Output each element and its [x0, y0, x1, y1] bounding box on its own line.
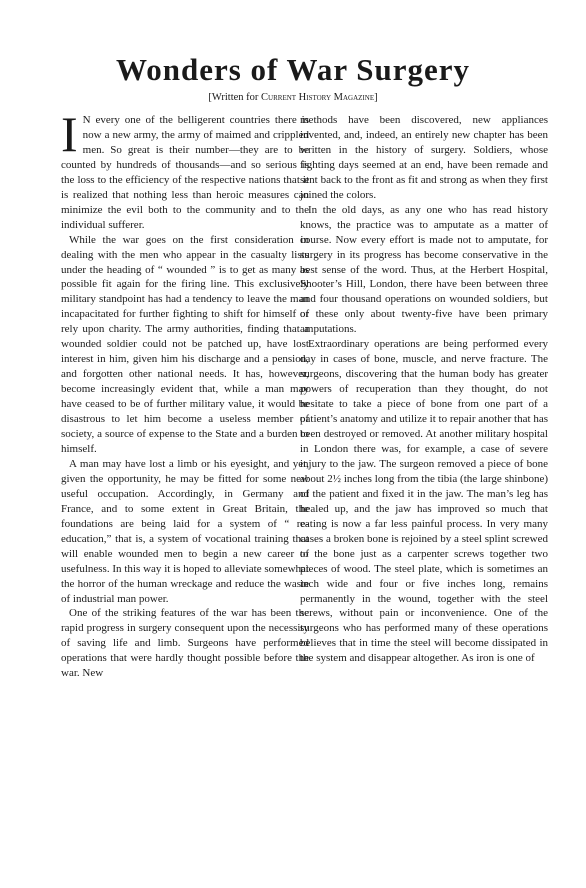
byline-open: [Written for — [208, 92, 262, 103]
paragraph: While the war goes on the first consideration in dealing with the men who appear in the casualty lists under the heading of “ wounded ” is to get as many as possible fit again for the firing line. This exclusively military standpoint has had a tendency to leave the man incapacitated for further fighting to shift for himself or rely upon charity. The army authorities, finding that a wounded soldier could not be patched up, have lost interest in him, given him his discharge and a pension, and forgotten other national needs. It has, however, become increasingly evident that, while a man may have ceased to be of further military value, it would be disastrous to let him become a useless member of society, a source of expense to the State and a burden to himself. — [61, 233, 309, 455]
paragraph-text: N every one of the belligerent countries there is now a new army, the army of maimed and crippled men. So great is their number—they are to be counted by hundreds of thousands—and so serious is the loss to the efficiency of the respective nations that it is realized that nothing less than heroic measures can minimize the evil both to the community and to the individual sufferer. — [61, 114, 309, 231]
right-column — [300, 113, 548, 666]
byline-magazine-name: Current History Magazine — [261, 92, 375, 103]
paragraph: In the old days, as any one who has read history knows, the practice was to amputate as a matter of course. Now every effort is made not to amputate, for surgery in its progress has become conservative in the best sense of the word. Thus, at the Herbert Hospital, Shooter’s Hill, London, there have been between three and four thousand operations on wounded soldiers, but of these only about twenty-five have been primary amputations. — [300, 203, 548, 336]
drop-cap: I — [61, 106, 78, 162]
paragraph: methods have been discovered, new appliances invented, and, indeed, an entirely new chapter has been written in the history of surgery. Soldiers, whose fighting days seemed at an end, have been remade and sent back to the front as fit and strong as when they first joined the colors. — [300, 114, 548, 201]
paragraph — [61, 106, 309, 233]
article-byline — [0, 92, 586, 103]
paragraph: Extraordinary operations are being performed every day in cases of bone, muscle, and nerve fracture. The surgeons, discovering that the human body has greater powers of recuperation than they thought, do not hesitate to take a piece of bone from one part of a patient’s anatomy and utilize it to repair another that has been destroyed or removed. At another military hospital in London there was, for example, a case of severe injury to the jaw. The surgeon removed a piece of bone about 2½ inches long from the tibia (the large shinbone) of the patient and fixed it in the jaw. The man’s leg has healed up, and the jaw has improved so much that eating is now a far less painful process. In very many cases a broken bone is rejoined by a steel splint screwed to the bone just as a carpenter screws together two pieces of wood. The steel plate, which is sometimes an inch wide and four or five inches long, remains permanently in the wound, together with the steel screws, without pain or inconvenience. One of the surgeons who has performed many of these operations believes that in time the steel will become dissipated in the system and disappear altogether. As iron is one of — [300, 338, 548, 665]
left-column — [61, 106, 309, 681]
article-title: Wonders of War Surgery — [115, 52, 471, 87]
byline-close: ] — [374, 92, 378, 103]
paragraph: A man may have lost a limb or his eyesight, and yet, given the opportunity, he may be fitted for some new useful occupation. Accordingly, in Germany and France, and to some extent in Great Britain, the foundations are being laid for a system of “ re-education,” that is, a system of vocational training that will enable wounded men to begin a new career of usefulness. In this way it is hoped to alleviate somewhat the horror of the human wreckage and reduce the waste of industrial man power. — [61, 457, 309, 605]
paragraph: One of the striking features of the war has been the rapid progress in surgery consequent upon the necessity of saving life and limb. Surgeons have performed operations that were hardly thought possible before the war. New — [61, 607, 309, 680]
